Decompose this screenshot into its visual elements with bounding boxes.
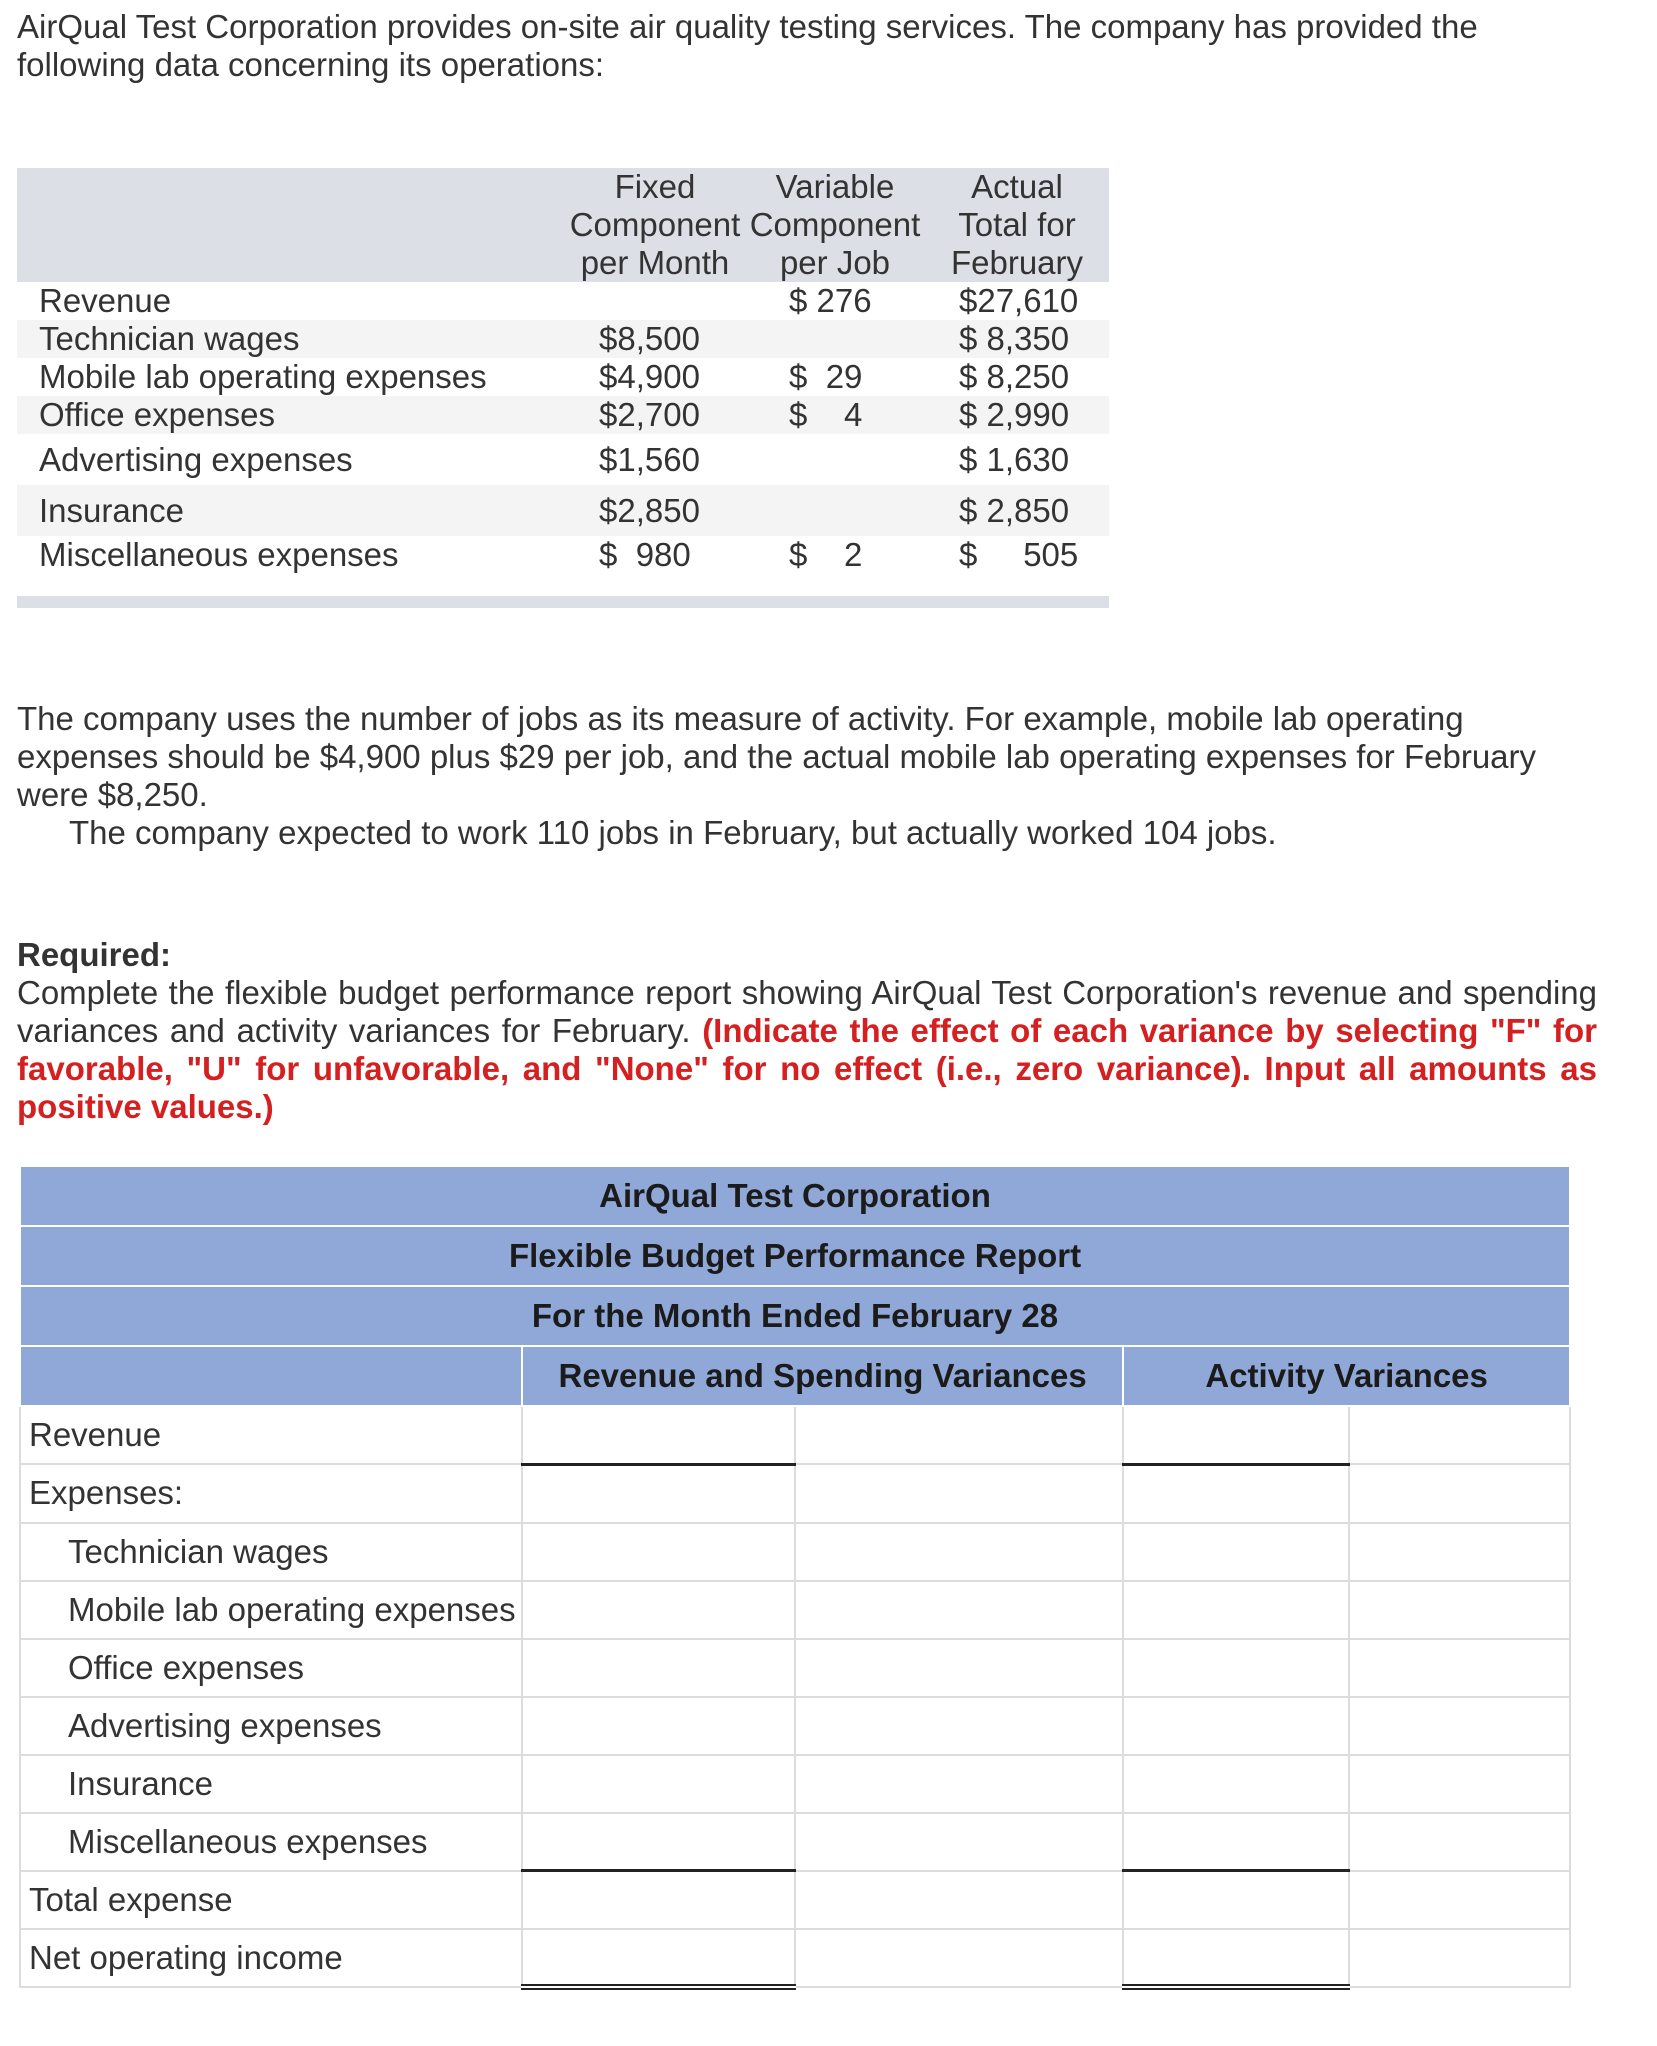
required-instruction: (Indicate the effect of each variance by selecting "F" for favorable, "U" for unfavorable, and "None" for no effect (i.e., zero variance). Input all amounts as positive values.)	[17, 1012, 1597, 1125]
office-rs-amount-input[interactable]	[522, 1639, 795, 1697]
variable-header: Variable Component per Job	[745, 168, 925, 282]
advert-activity-amount-input[interactable]	[1123, 1697, 1349, 1755]
revenue-rs-effect-select[interactable]	[795, 1406, 1123, 1464]
report-row-office: Office expenses	[20, 1639, 1570, 1697]
misc-rs-effect-select[interactable]	[795, 1813, 1123, 1871]
activity-variance-header: Activity Variances	[1123, 1346, 1570, 1406]
total-rs-amount-input[interactable]	[522, 1871, 795, 1929]
mobile-rs-effect-select[interactable]	[795, 1581, 1123, 1639]
table-row: Mobile lab operating expenses $4,900 $ 29 $ 8,250	[39, 358, 1070, 395]
actual-header: Actual Total for February	[925, 168, 1109, 282]
insurance-rs-effect-select[interactable]	[795, 1755, 1123, 1813]
office-rs-effect-select[interactable]	[795, 1639, 1123, 1697]
noi-activity-effect-select[interactable]	[1349, 1929, 1570, 1987]
report-row-expenses: Expenses:	[20, 1464, 1570, 1523]
noi-activity-amount-input[interactable]	[1123, 1929, 1349, 1987]
report-company: AirQual Test Corporation	[20, 1166, 1570, 1226]
table-row: Office expenses $2,700 $ 4 $ 2,990	[17, 396, 1109, 434]
fixed-header: Fixed Component per Month	[565, 168, 745, 282]
report-row-mobile-lab: Mobile lab operating expenses	[20, 1581, 1570, 1639]
report-row-advertising: Advertising expenses	[20, 1697, 1570, 1755]
report-title: Flexible Budget Performance Report	[20, 1226, 1570, 1286]
flexible-budget-report	[19, 1165, 1571, 1990]
revenue-rs-amount-input[interactable]	[522, 1406, 795, 1464]
total-activity-amount-input[interactable]	[1123, 1871, 1349, 1929]
table-row: Insurance $2,850 $ 2,850	[17, 485, 1109, 536]
misc-rs-amount-input[interactable]	[522, 1813, 795, 1871]
table-footer-bar	[17, 596, 1109, 608]
rs-variance-header: Revenue and Spending Variances	[522, 1346, 1123, 1406]
mobile-rs-amount-input[interactable]	[522, 1581, 795, 1639]
required-text	[17, 974, 1597, 1126]
intro-text: AirQual Test Corporation provides on-site air quality testing services. The company has provided the following data concerning its operations:	[17, 8, 1478, 83]
noi-rs-effect-select[interactable]	[795, 1929, 1123, 1987]
activity-text: The company uses the number of jobs as its measure of activity. For example, mobile lab operating expenses should be $4,900 plus $29 per job, and the actual mobile lab operating expenses for February were $8,250.	[17, 700, 1537, 813]
misc-activity-effect-select[interactable]	[1349, 1813, 1570, 1871]
advert-rs-amount-input[interactable]	[522, 1697, 795, 1755]
misc-activity-amount-input[interactable]	[1123, 1813, 1349, 1871]
tech-activity-amount-input[interactable]	[1123, 1523, 1349, 1581]
tech-rs-effect-select[interactable]	[795, 1523, 1123, 1581]
blank-header-cell	[20, 1346, 522, 1406]
advert-rs-effect-select[interactable]	[795, 1697, 1123, 1755]
tech-rs-amount-input[interactable]	[522, 1523, 795, 1581]
mobile-activity-amount-input[interactable]	[1123, 1581, 1349, 1639]
insurance-activity-effect-select[interactable]	[1349, 1755, 1570, 1813]
revenue-activity-amount-input[interactable]	[1123, 1406, 1349, 1464]
blank-header	[17, 168, 565, 282]
report-period: For the Month Ended February 28	[20, 1286, 1570, 1346]
operations-data-table	[17, 168, 1109, 608]
noi-rs-amount-input[interactable]	[522, 1929, 795, 1987]
required-heading: Required:	[17, 936, 172, 973]
table-row: Miscellaneous expenses $ 980 $ 2 $ 505	[39, 536, 1079, 573]
tech-activity-effect-select[interactable]	[1349, 1523, 1570, 1581]
insurance-rs-amount-input[interactable]	[522, 1755, 795, 1813]
report-row-total-expense: Total expense	[20, 1871, 1570, 1929]
report-row-technician-wages: Technician wages	[20, 1523, 1570, 1581]
table-row: Technician wages $8,500 $ 8,350	[17, 320, 1109, 358]
table-row: Advertising expenses $1,560 $ 1,630	[39, 440, 1070, 478]
report-row-net-operating-income: Net operating income	[20, 1929, 1570, 1987]
report-row-misc: Miscellaneous expenses	[20, 1813, 1570, 1871]
jobs-text: The company expected to work 110 jobs in February, but actually worked 104 jobs.	[69, 814, 1277, 851]
office-activity-effect-select[interactable]	[1349, 1639, 1570, 1697]
revenue-activity-effect-select[interactable]	[1349, 1406, 1570, 1464]
insurance-activity-amount-input[interactable]	[1123, 1755, 1349, 1813]
table-row: Revenue $ 276 $27,610	[39, 282, 1079, 319]
mobile-activity-effect-select[interactable]	[1349, 1581, 1570, 1639]
office-activity-amount-input[interactable]	[1123, 1639, 1349, 1697]
report-row-insurance: Insurance	[20, 1755, 1570, 1813]
total-rs-effect-select[interactable]	[795, 1871, 1123, 1929]
advert-activity-effect-select[interactable]	[1349, 1697, 1570, 1755]
report-row-revenue: Revenue	[20, 1406, 1570, 1464]
required-body: Complete the flexible budget performance report showing AirQual Test Corporation's revenue and spending variances and activity variances for February.	[17, 974, 1597, 1049]
total-activity-effect-select[interactable]	[1349, 1871, 1570, 1929]
